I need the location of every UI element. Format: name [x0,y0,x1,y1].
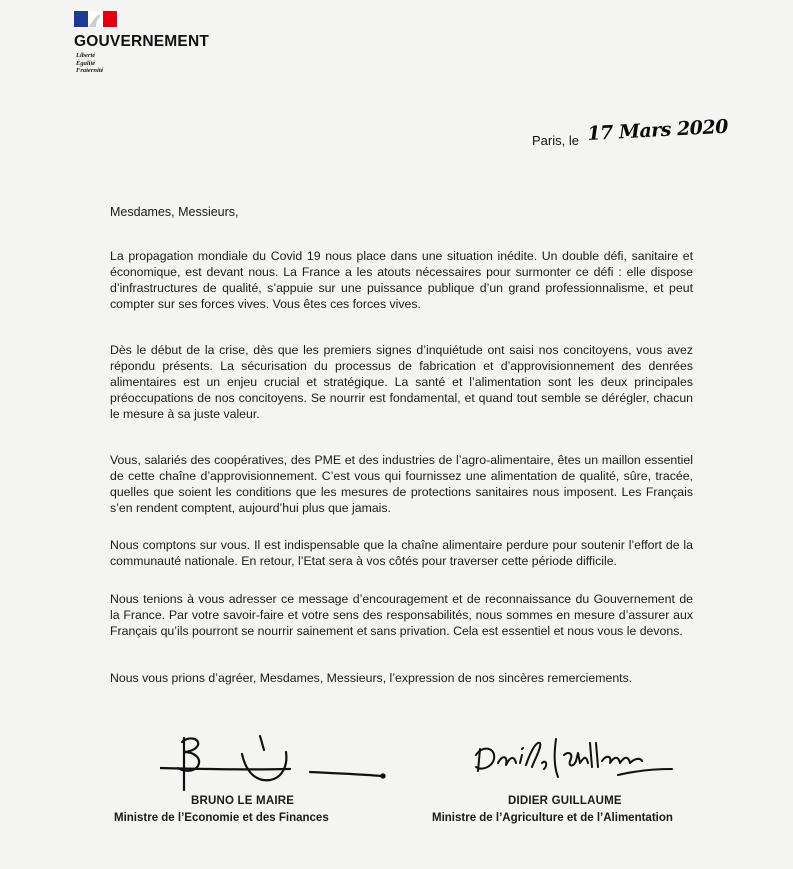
signatory-role-left: Ministre de l’Economie et des Finances [114,812,329,824]
motto-liberte: Liberté [76,52,96,59]
paragraph-2: Dès le début de la crise, dès que les premiers signes d’inquiétude ont saisi nos concitoyens, vous avez répondu présents. La sécurisation du processus de fabrication et d’approvisionnement des denrées alimentaires est un enjeu crucial et stratégique. La santé et l’alimentation sont les deux principales préoccupations de nos concitoyens. Se nourrir est fondamental, et quand tout semble se dérégler, chacun le mesure à sa juste valeur. [110,343,693,421]
date-prefix: Paris, le [532,133,579,148]
signatory-name-left: BRUNO LE MAIRE [191,795,295,807]
government-title: GOUVERNEMENT [74,33,210,50]
signatory-name-right: DIDIER GUILLAUME [508,795,622,807]
motto-fraternite: Fraternité [76,67,104,74]
motto-egalite: Égalité [76,59,96,67]
signatory-role-right: Ministre de l’Agriculture et de l’Alimentation [432,812,673,824]
paragraph-6: Nous vous prions d’agréer, Mesdames, Messieurs, l’expression de nos sincères remerciements. [110,671,633,685]
paragraph-5: Nous tenions à vous adresser ce message d’encouragement et de reconnaissance du Gouvernement de la France. Par votre savoir-faire et votre sens des responsabilités, nous sommes en mesure d’assurer aux Français qu’ils pourront se nourrir sainement et sans privation. Cela est essentiel et nous vous le devons. [110,592,693,638]
government-logo [74,9,118,29]
paragraph-3: Vous, salariés des coopératives, des PME et des industries de l’agro-alimentaire, êtes un maillon essentiel de cette chaîne d’approvisionnement. C’est vous qui fournissez une alimentation de qualité, sûre, tracée, quelles que soient les conditions que les mesures de protections sanitaires nous imposent. Les Français s’en rendent comptent, aujourd’hui plus que jamais. [110,453,693,515]
signature-didier-guillaume [470,733,675,793]
handwritten-date: 17 Mars 2020 [586,115,729,145]
paragraph-1: La propagation mondiale du Covid 19 nous place dans une situation inédite. Un double défi, sanitaire et économique, est devant nous. La France a les atouts nécessaires pour surmonter ce défi : elle dispose d’infrastructures de qualité, s’appuie sur une puissance publique d’un grand professionnalisme, et peut compter sur ses forces vives. Vous êtes ces forces vives. [110,249,693,311]
republic-motto [76,52,103,75]
salutation: Mesdames, Messieurs, [110,205,239,219]
paragraph-4: Nous comptons sur vous. Il est indispensable que la chaîne alimentaire perdure pour soutenir l’effort de la communauté nationale. En retour, l’Etat sera à vos côtés pour traverser cette période difficile. [110,538,693,568]
marianne-flag-icon [74,9,118,29]
